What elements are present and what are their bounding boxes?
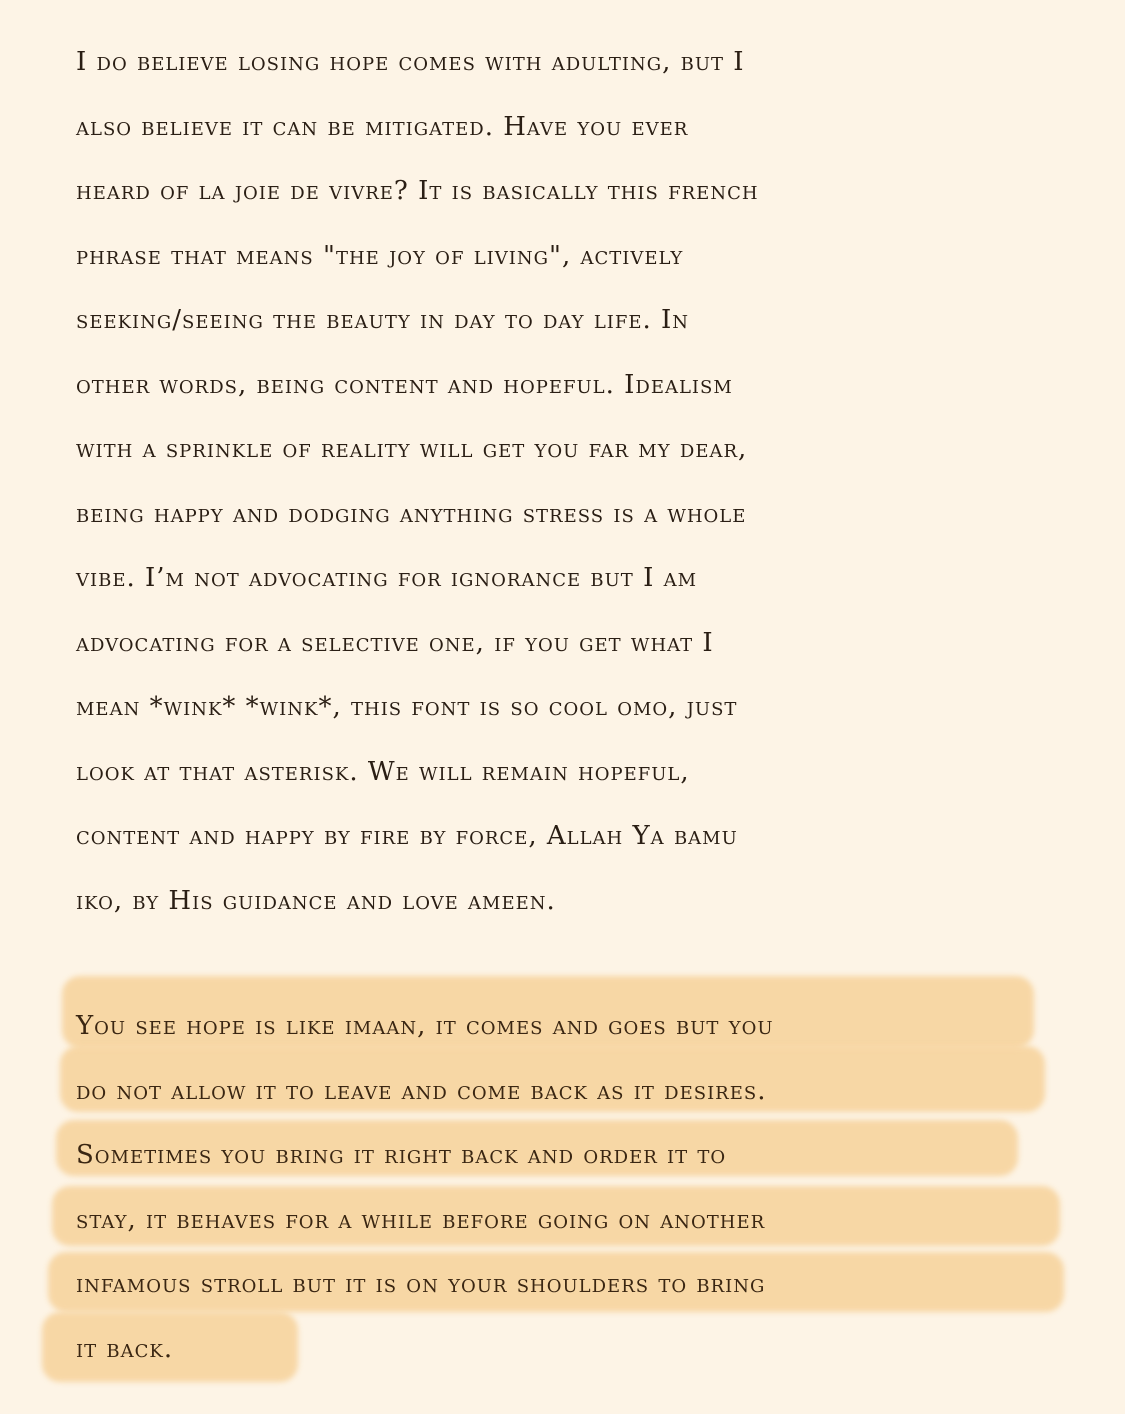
paragraph-line: mean *wink* *wink*, this font is so cool omo, just bbox=[76, 692, 738, 722]
paragraph-line: iko, by His guidance and love ameen. bbox=[76, 885, 556, 916]
paragraph-line: also believe it can be mitigated. Have you ever bbox=[76, 111, 689, 142]
paragraph-line: heard of la joie de vivre? It is basically this french bbox=[76, 176, 759, 206]
highlighted-line: Sometimes you bring it right back and order it to bbox=[76, 1140, 727, 1170]
paragraph-line: with a sprinkle of reality will get you far my dear, bbox=[76, 434, 748, 464]
paragraph-line: seeking/seeing the beauty in day to day life. In bbox=[76, 305, 690, 335]
paragraph-line: phrase that means "the joy of living", actively bbox=[76, 240, 684, 271]
paragraph-line: content and happy by fire by force, Allah Ya bamu bbox=[76, 821, 738, 851]
paragraph-line: advocating for a selective one, if you get what I bbox=[76, 627, 714, 658]
paragraph-line: look at that asterisk. We will remain hopeful, bbox=[76, 756, 690, 787]
paragraph-hope-and-adulting bbox=[76, 30, 1036, 933]
paragraph-line: I do believe losing hope comes with adulting, but I bbox=[76, 47, 745, 77]
paragraph-line: vibe. I’m not advocating for ignorance but I am bbox=[76, 563, 698, 593]
highlighted-line: infamous stroll but it is on your shoulders to bring bbox=[76, 1269, 766, 1299]
highlighted-line: do not allow it to leave and come back as it desires. bbox=[76, 1075, 767, 1106]
highlighted-line: it back. bbox=[76, 1333, 174, 1364]
highlighted-line: stay, it behaves for a while before going on another bbox=[76, 1204, 766, 1235]
highlighted-line: You see hope is like imaan, it comes and goes but you bbox=[76, 1011, 774, 1041]
highlighted-paragraph-hope-like-imaan bbox=[76, 994, 1036, 1381]
paragraph-line: being happy and dodging anything stress is a whole bbox=[76, 498, 747, 529]
paragraph-line: other words, being content and hopeful. Idealism bbox=[76, 369, 733, 400]
